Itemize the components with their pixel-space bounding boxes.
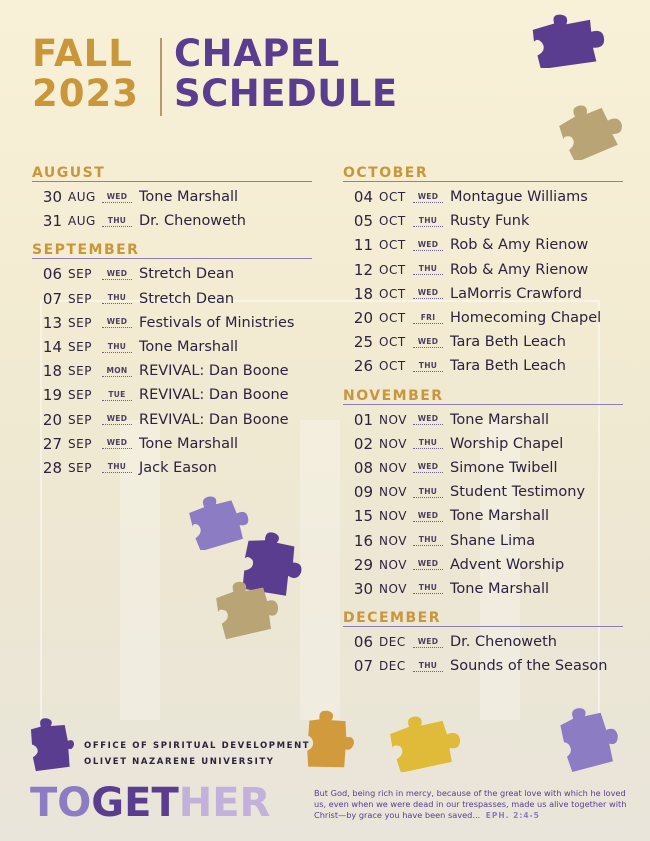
event-day: 26 — [353, 357, 373, 376]
event-day: 31 — [42, 212, 62, 231]
event-day: 13 — [42, 313, 62, 332]
event-list-october — [343, 185, 623, 379]
event-month: NOV — [379, 412, 407, 427]
puzzle-piece-icon — [530, 12, 610, 68]
event-day: 16 — [353, 531, 373, 550]
together-part-get: GET — [91, 780, 179, 826]
scripture-verse — [314, 788, 634, 821]
event-day: 08 — [353, 458, 373, 477]
event-day: 29 — [353, 555, 373, 574]
event-weekday: WED — [413, 637, 443, 648]
event-day: 07 — [42, 289, 62, 308]
event-weekday: WED — [102, 414, 132, 425]
event-row — [343, 209, 623, 233]
event-day: 12 — [353, 260, 373, 279]
event-month: AUG — [68, 190, 96, 205]
event-speaker: REVIVAL: Dan Boone — [139, 363, 289, 380]
event-row — [32, 287, 312, 311]
puzzle-piece-icon — [386, 712, 466, 772]
event-month: OCT — [379, 286, 406, 301]
office-name: OFFICE OF SPIRITUAL DEVELOPMENT — [84, 741, 311, 751]
event-speaker: Tone Marshall — [139, 435, 239, 452]
chapel-title — [174, 34, 454, 114]
event-speaker: Tone Marshall — [139, 339, 239, 356]
event-speaker: Stretch Dean — [139, 266, 235, 283]
event-row — [32, 262, 312, 286]
event-speaker: Dr. Chenoweth — [450, 634, 557, 651]
event-speaker: Montague Williams — [450, 189, 588, 206]
event-month: SEP — [68, 267, 92, 282]
event-row — [343, 456, 623, 480]
event-row — [32, 209, 312, 233]
event-day: 20 — [42, 410, 62, 429]
event-month: OCT — [379, 262, 406, 277]
verse-reference: EPH. 2:4-5 — [485, 811, 540, 820]
event-month: NOV — [379, 485, 407, 500]
event-weekday: TUE — [102, 390, 132, 401]
event-day: 04 — [353, 188, 373, 207]
event-weekday: WED — [102, 317, 132, 328]
event-row — [343, 282, 623, 306]
event-month: OCT — [379, 335, 406, 350]
event-speaker: REVIVAL: Dan Boone — [139, 387, 289, 404]
event-month: SEP — [68, 388, 92, 403]
event-weekday: MON — [102, 366, 132, 377]
event-weekday: FRI — [413, 313, 443, 324]
puzzle-piece-icon — [28, 716, 74, 772]
event-day: 19 — [42, 386, 62, 405]
event-month: SEP — [68, 315, 92, 330]
event-month: NOV — [379, 460, 407, 475]
event-weekday: THU — [102, 216, 132, 227]
event-list-december — [343, 630, 623, 678]
event-month: OCT — [379, 359, 406, 374]
event-weekday: WED — [413, 559, 443, 570]
fall-word: FALL — [32, 32, 133, 75]
chapel-word: CHAPEL — [174, 32, 340, 75]
event-speaker: Tone Marshall — [450, 411, 550, 428]
event-row — [32, 456, 312, 480]
event-day: 02 — [353, 434, 373, 453]
event-day: 11 — [353, 236, 373, 255]
fall-title — [32, 34, 154, 114]
event-speaker: Shane Lima — [450, 532, 536, 549]
event-weekday: THU — [413, 535, 443, 546]
event-weekday: THU — [102, 293, 132, 304]
event-day: 06 — [42, 265, 62, 284]
event-month: SEP — [68, 412, 92, 427]
event-speaker: Tara Beth Leach — [450, 334, 566, 351]
event-row — [32, 185, 312, 209]
month-heading-november: NOVEMBER — [343, 387, 623, 405]
event-speaker: Sounds of the Season — [450, 658, 608, 675]
event-row — [343, 553, 623, 577]
event-speaker: Advent Worship — [450, 556, 565, 573]
event-day: 27 — [42, 434, 62, 453]
event-month: OCT — [379, 190, 406, 205]
year: 2023 — [32, 72, 139, 115]
event-month: NOV — [379, 509, 407, 524]
schedule-word: SCHEDULE — [174, 72, 398, 115]
event-weekday: THU — [102, 342, 132, 353]
event-weekday: THU — [413, 216, 443, 227]
event-month: NOV — [379, 533, 407, 548]
event-day: 18 — [42, 362, 62, 381]
event-row — [343, 233, 623, 257]
event-speaker: REVIVAL: Dan Boone — [139, 411, 289, 428]
event-speaker: Rob & Amy Rienow — [450, 261, 589, 278]
event-row — [32, 432, 312, 456]
event-speaker: Tone Marshall — [139, 189, 239, 206]
event-list-september — [32, 262, 312, 480]
verse-text: But God, being rich in mercy, because of the great love with which he loved us, even when we were dead in our trespasses, made us alive together with Christ—by grace you have been saved... — [314, 788, 627, 820]
header-divider — [160, 38, 162, 116]
event-weekday: WED — [413, 240, 443, 251]
schedule-column-right — [343, 164, 623, 678]
event-weekday: THU — [413, 264, 443, 275]
event-day: 30 — [42, 188, 62, 207]
event-weekday: WED — [413, 414, 443, 425]
event-weekday: WED — [413, 462, 443, 473]
event-day: 05 — [353, 212, 373, 231]
event-row — [343, 408, 623, 432]
event-speaker: Tone Marshall — [450, 508, 550, 525]
event-month: NOV — [379, 436, 407, 451]
event-month: SEP — [68, 291, 92, 306]
event-row — [343, 354, 623, 378]
event-weekday: THU — [413, 361, 443, 372]
event-month: OCT — [379, 238, 406, 253]
event-weekday: WED — [413, 288, 443, 299]
event-speaker: Homecoming Chapel — [450, 310, 602, 327]
event-day: 18 — [353, 284, 373, 303]
event-weekday: WED — [413, 511, 443, 522]
event-day: 14 — [42, 338, 62, 357]
university-name: OLIVET NAZARENE UNIVERSITY — [84, 757, 275, 767]
event-row — [32, 408, 312, 432]
event-month: NOV — [379, 581, 407, 596]
event-day: 07 — [353, 657, 373, 676]
month-heading-august: AUGUST — [32, 164, 312, 182]
event-month: DEC — [379, 635, 406, 650]
event-weekday: THU — [413, 438, 443, 449]
event-weekday: WED — [413, 337, 443, 348]
event-row — [343, 330, 623, 354]
event-month: SEP — [68, 460, 92, 475]
event-month: OCT — [379, 311, 406, 326]
puzzle-piece-icon — [212, 578, 282, 640]
event-weekday: THU — [413, 583, 443, 594]
month-heading-december: DECEMBER — [343, 609, 623, 627]
event-row — [343, 432, 623, 456]
event-row — [32, 311, 312, 335]
event-month: NOV — [379, 557, 407, 572]
event-day: 25 — [353, 333, 373, 352]
event-row — [343, 577, 623, 601]
event-speaker: Rob & Amy Rienow — [450, 237, 589, 254]
event-speaker: Rusty Funk — [450, 213, 530, 230]
event-day: 06 — [353, 633, 373, 652]
event-speaker: Tara Beth Leach — [450, 358, 566, 375]
event-speaker: Student Testimony — [450, 484, 586, 501]
event-day: 30 — [353, 579, 373, 598]
event-row — [32, 359, 312, 383]
event-row — [343, 258, 623, 282]
event-row — [32, 383, 312, 407]
event-month: AUG — [68, 214, 96, 229]
event-row — [343, 480, 623, 504]
event-day: 01 — [353, 410, 373, 429]
event-weekday: THU — [413, 661, 443, 672]
event-speaker: Dr. Chenoweth — [139, 213, 246, 230]
event-speaker: LaMorris Crawford — [450, 285, 582, 302]
event-day: 28 — [42, 458, 62, 477]
together-wordmark — [30, 780, 270, 826]
event-month: SEP — [68, 436, 92, 451]
event-list-august — [32, 185, 312, 233]
event-speaker: Tone Marshall — [450, 580, 550, 597]
office-info — [84, 738, 310, 770]
event-month: OCT — [379, 214, 406, 229]
event-day: 20 — [353, 309, 373, 328]
event-list-november — [343, 408, 623, 602]
event-speaker: Jack Eason — [139, 459, 217, 476]
event-speaker: Stretch Dean — [139, 290, 235, 307]
event-row — [32, 335, 312, 359]
event-speaker: Worship Chapel — [450, 435, 564, 452]
month-heading-september: SEPTEMBER — [32, 241, 312, 259]
event-row — [343, 654, 623, 678]
event-weekday: WED — [413, 192, 443, 203]
event-weekday: WED — [102, 192, 132, 203]
puzzle-piece-icon — [556, 100, 628, 160]
event-month: SEP — [68, 340, 92, 355]
event-row — [343, 306, 623, 330]
event-month: DEC — [379, 659, 406, 674]
event-speaker: Festivals of Ministries — [139, 314, 295, 331]
event-speaker: Simone Twibell — [450, 459, 558, 476]
together-part-her: HER — [178, 780, 271, 826]
event-weekday: THU — [102, 462, 132, 473]
event-weekday: THU — [413, 487, 443, 498]
schedule-column-left — [32, 164, 312, 480]
event-day: 09 — [353, 483, 373, 502]
event-row — [343, 185, 623, 209]
puzzle-piece-icon — [556, 704, 620, 776]
event-row — [343, 630, 623, 654]
month-heading-october: OCTOBER — [343, 164, 623, 182]
event-row — [343, 504, 623, 528]
event-weekday: WED — [102, 438, 132, 449]
event-day: 15 — [353, 507, 373, 526]
event-month: SEP — [68, 364, 92, 379]
together-part-to: TO — [30, 780, 92, 826]
event-row — [343, 528, 623, 552]
event-weekday: WED — [102, 269, 132, 280]
